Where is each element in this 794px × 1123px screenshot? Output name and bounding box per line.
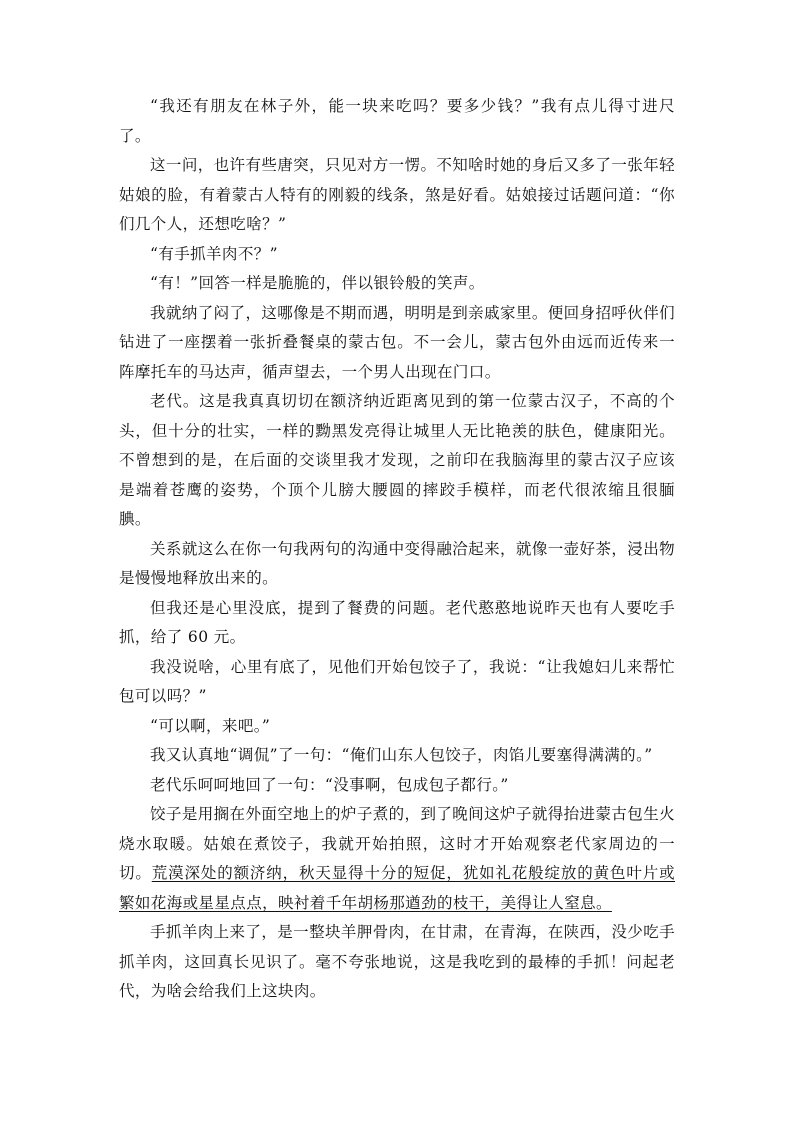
article-body	[119, 92, 675, 1007]
paragraph	[119, 800, 675, 918]
paragraph: 我没说啥，心里有底了，见他们开始包饺子了，我说：“让我媳妇儿来帮忙包可以吗？”	[119, 657, 675, 705]
paragraph: 我又认真地“调侃”了一句：“俺们山东人包饺子，肉馅儿要塞得满满的。”	[150, 746, 653, 764]
paragraph: 但我还是心里没底，提到了餐费的问题。老代憨憨地说昨天也有人要吃手抓，给了 60 元。	[119, 598, 675, 646]
paragraph: “有手抓羊肉不？”	[150, 244, 278, 263]
paragraph: 手抓羊肉上来了，是一整块羊胛骨肉，在甘肃，在青海，在陕西，没少吃手抓羊肉，这回真长见识了。毫不夸张地说，这是我吃到的最棒的手抓！问起老代，为啥会给我们上这块肉。	[119, 923, 675, 1000]
paragraph: “我还有朋友在林子外，能一块来吃吗？要多少钱？”我有点儿得寸进尺了。	[119, 97, 675, 145]
paragraph: 这一问，也许有些唐突，只见对方一愣。不知啥时她的身后又多了一张年轻姑娘的脸，有着蒙古人特有的刚毅的线条，煞是好看。姑娘接过话题问道：“你们几个人，还想吃啥？”	[119, 156, 675, 233]
paragraph: 关系就这么在你一句我两句的沟通中变得融洽起来，就像一壶好茶，浸出物是慢慢地释放出来的。	[119, 539, 675, 587]
paragraph: 我就纳了闷了，这哪像是不期而遇，明明是到亲戚家里。便回身招呼伙伴们钻进了一座摆着一张折叠餐桌的蒙古包。不一会儿，蒙古包外由远而近传来一阵摩托车的马达声，循声望去，一个男人出现在门口。	[119, 303, 675, 381]
paragraph-lead-text: 饺子是用搁在外面空地上的炉子煮的，到了晚间这炉子就得抬进蒙古包生火烧水取暖。姑娘在煮饺子，我就开始拍照，这时才开始观察老代家周边的一切。	[119, 805, 675, 882]
paragraph: 老代乐呵呵地回了一句：“没事啊，包成包子都行。”	[150, 775, 509, 794]
paragraph: “可以啊，来吧。”	[150, 716, 271, 735]
underlined-passage: 荒漠深处的额济纳，秋天显得十分的短促，犹如礼花般绽放的黄色叶片或繁如花海或星星点点，映衬着千年胡杨那遒劲的枝干，美得让人窒息。	[119, 864, 675, 912]
paragraph: “有！”回答一样是脆脆的，伴以银铃般的笑声。	[150, 274, 485, 292]
paragraph: 老代。这是我真真切切在额济纳近距离见到的第一位蒙古汉子，不高的个头，但十分的壮实，一样的黝黑发亮得让城里人无比艳羡的肤色，健康阳光。不曾想到的是，在后面的交谈里我才发现，之前印在我脑海里的蒙古汉子应该是端着苍鹰的姿势，个顶个儿膀大腰圆的摔跤手模样，而老代很浓缩且很腼腆。	[119, 392, 675, 528]
